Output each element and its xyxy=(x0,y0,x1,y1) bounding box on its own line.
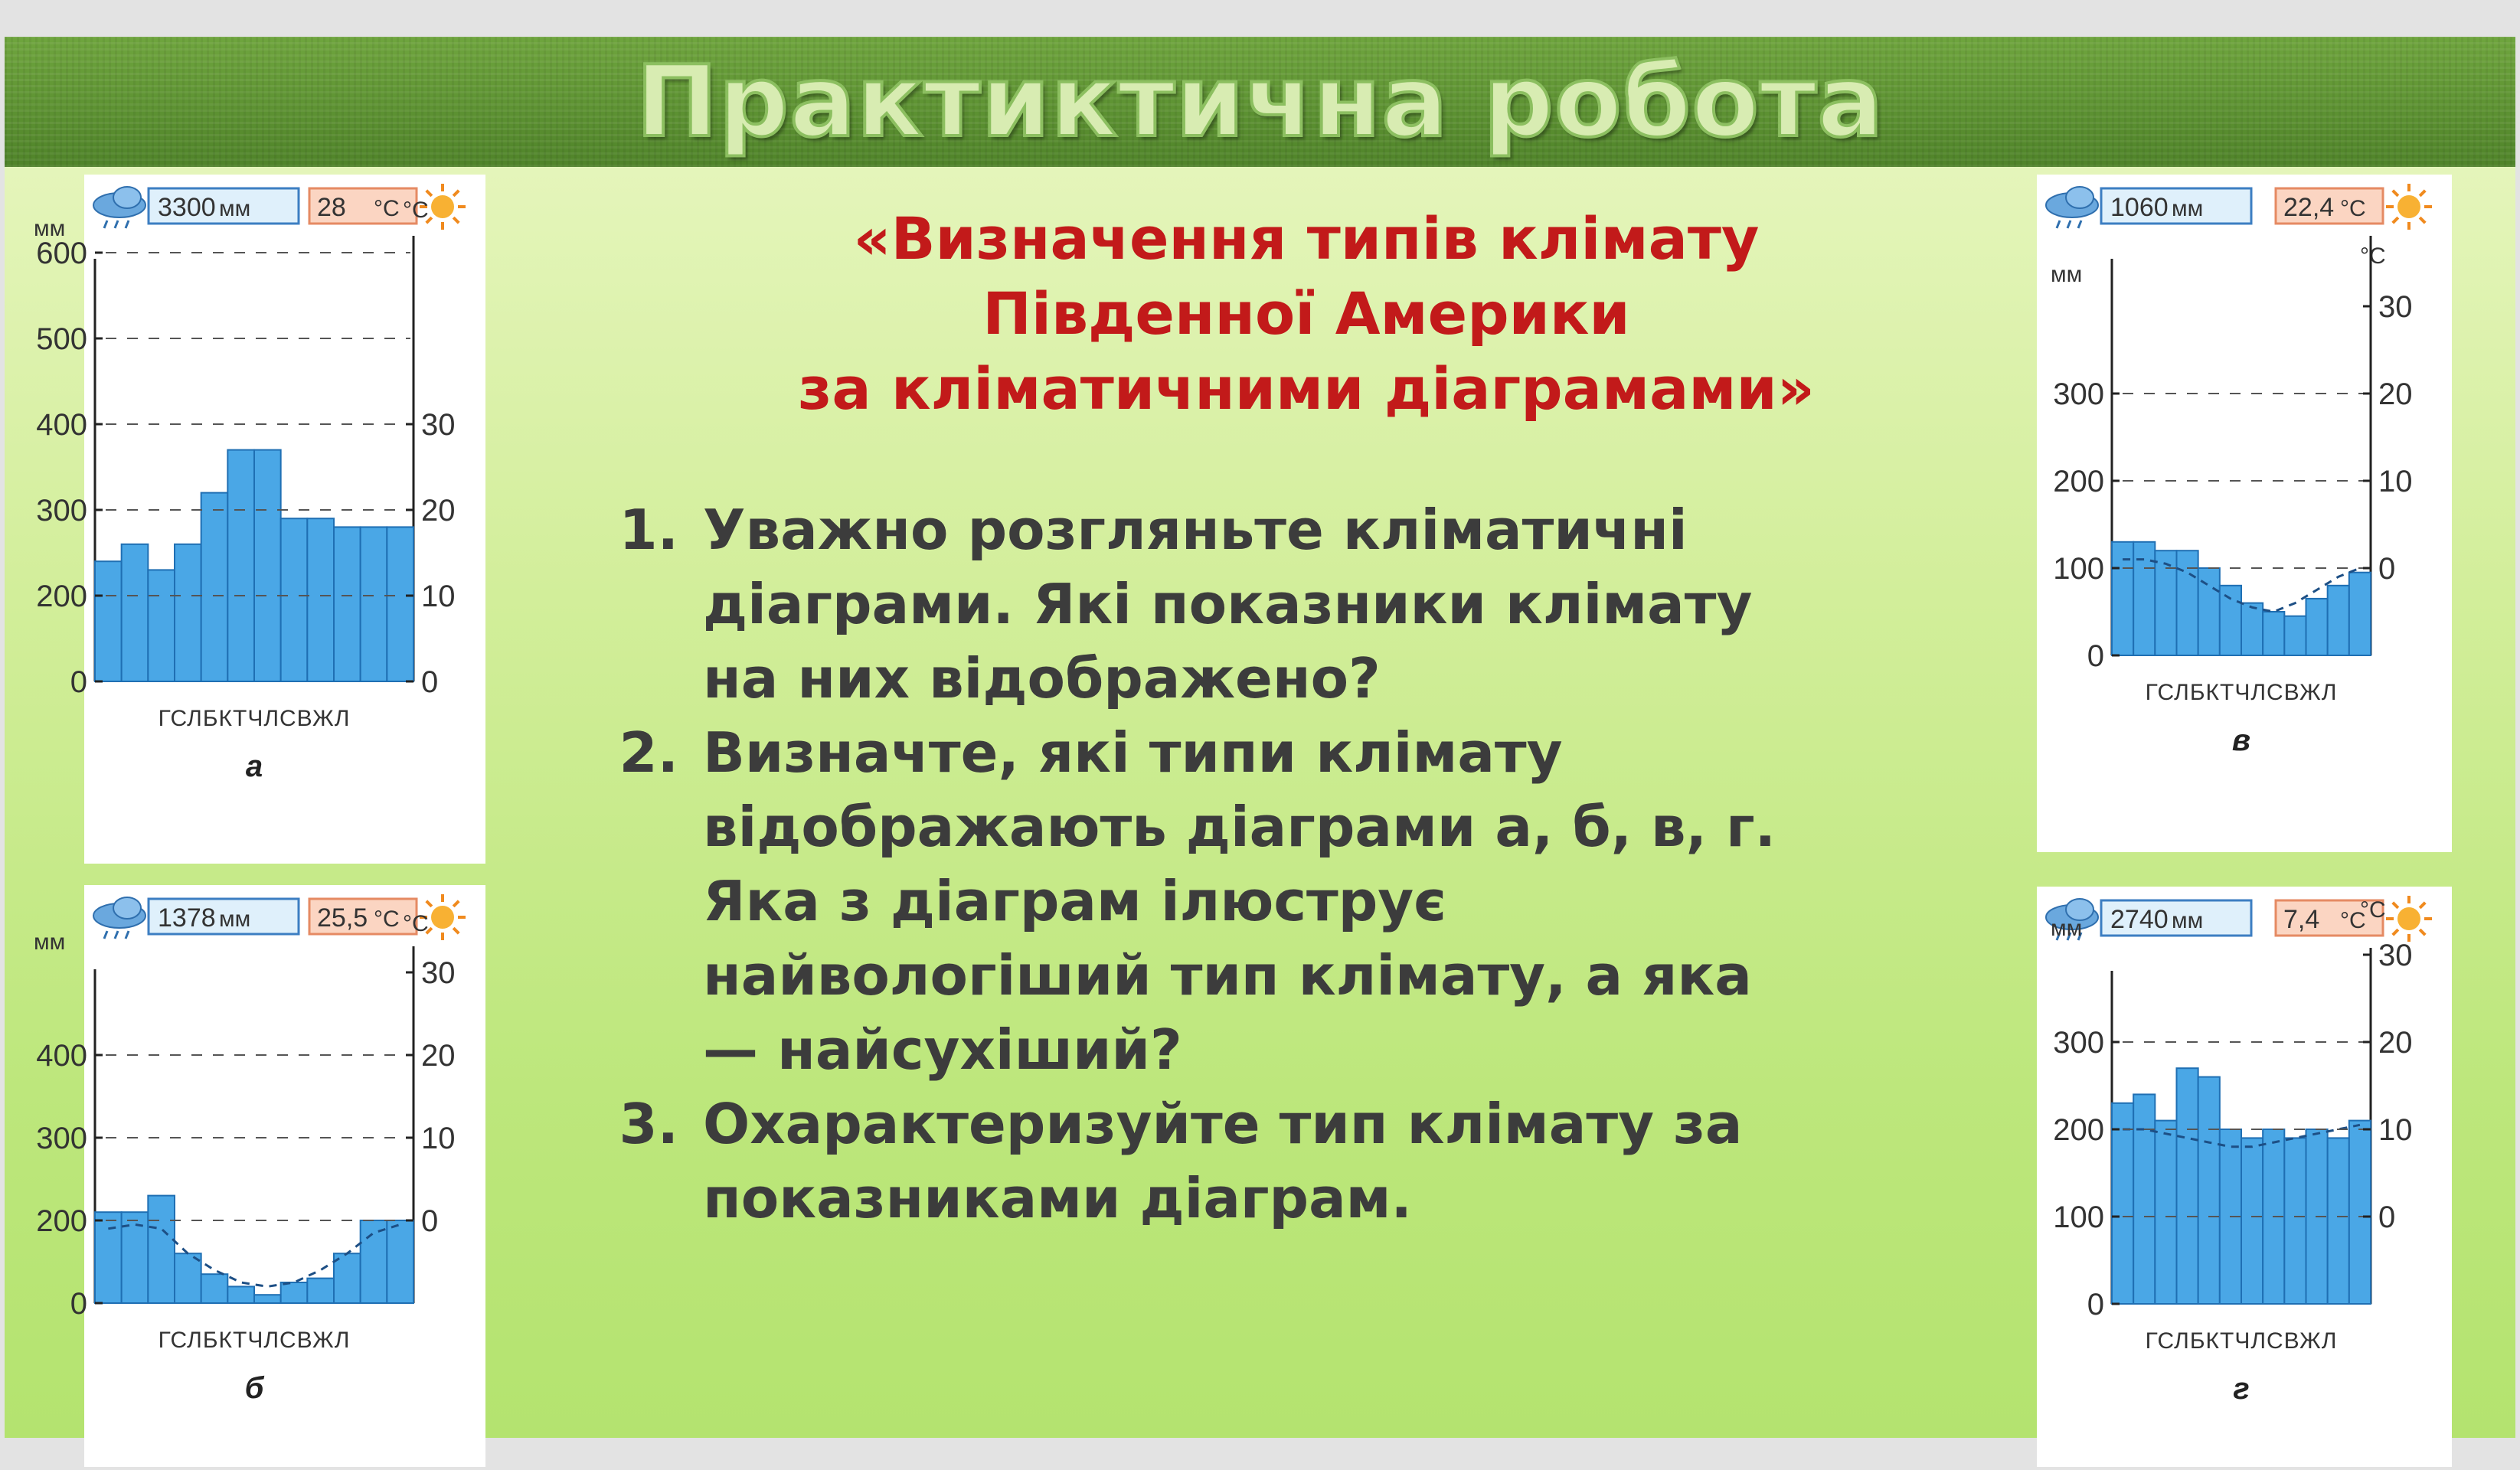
right-tick-label: 10 xyxy=(2378,1113,2413,1147)
task-item xyxy=(602,1087,1927,1236)
precipitation-bar xyxy=(2198,1077,2220,1304)
task-line: найвологіший тип клімату, а яка xyxy=(703,943,1752,1008)
precipitation-total: 3300 xyxy=(158,193,216,222)
precipitation-total: 1378 xyxy=(158,903,216,933)
left-tick-label: 0 xyxy=(70,665,87,699)
left-tick-label: 400 xyxy=(36,408,87,442)
left-axis-unit: мм xyxy=(2051,262,2083,287)
precipitation-bar xyxy=(2328,586,2349,655)
sun-disc xyxy=(2397,195,2420,218)
rain-drop xyxy=(104,220,107,228)
right-tick-label: 0 xyxy=(421,665,439,699)
task-number: 2. xyxy=(619,720,678,785)
task-item xyxy=(602,493,1927,716)
left-tick-label: 200 xyxy=(2053,465,2104,498)
precipitation-bar xyxy=(2306,599,2328,655)
task-line: — найсухіший? xyxy=(703,1018,1182,1082)
sun-ray xyxy=(2393,903,2398,908)
precipitation-bar xyxy=(387,1220,413,1303)
precipitation-bar xyxy=(2349,1121,2371,1304)
sun-ray xyxy=(453,191,459,196)
left-axis-unit: мм xyxy=(34,216,66,241)
right-tick-label: 10 xyxy=(421,580,456,613)
rain-drop xyxy=(2078,220,2081,228)
right-tick-label: 10 xyxy=(421,1122,456,1155)
right-tick-label: 20 xyxy=(2378,377,2413,411)
chart-letter: б xyxy=(244,1371,264,1405)
temperature-average: 7,4 xyxy=(2283,905,2320,934)
right-tick-label: 0 xyxy=(2378,552,2396,586)
precipitation-bar xyxy=(2241,603,2263,655)
sun-ray xyxy=(453,928,459,933)
task-line: діаграми. Які показники клімату xyxy=(703,572,1753,636)
right-axis-unit: °C xyxy=(403,198,429,223)
month-labels: ГСЛБКТЧЛСВЖЛ xyxy=(158,706,351,731)
precipitation-bar xyxy=(148,1196,175,1303)
chart-letter: в xyxy=(2231,724,2251,757)
precipitation-bar xyxy=(122,544,149,681)
sun-ray xyxy=(2420,929,2425,935)
precipitation-bar xyxy=(307,518,334,681)
right-tick-label: 30 xyxy=(2378,290,2413,324)
right-tick-label: 10 xyxy=(2378,465,2413,498)
sun-ray xyxy=(2420,903,2425,908)
precipitation-bar xyxy=(95,561,122,681)
temperature-average: 25,5 xyxy=(317,903,368,933)
rain-cloud-icon xyxy=(2046,187,2098,228)
sun-ray xyxy=(2420,191,2425,196)
precipitation-bar xyxy=(361,527,387,681)
precipitation-bar xyxy=(254,1295,281,1303)
right-axis-unit: °C xyxy=(2360,243,2386,269)
precipitation-bar xyxy=(2241,1138,2263,1304)
precipitation-bar xyxy=(361,1220,387,1303)
chart-header xyxy=(2046,184,2432,230)
precipitation-bar xyxy=(307,1279,334,1303)
precipitation-bar xyxy=(2263,612,2284,655)
precipitation-total: 2740 xyxy=(2110,905,2169,934)
cloud-shape xyxy=(113,897,141,919)
precipitation-bar xyxy=(2284,616,2306,655)
left-tick-label: 300 xyxy=(36,1122,87,1155)
sun-disc xyxy=(2397,907,2420,930)
left-tick-label: 300 xyxy=(2053,377,2104,411)
rain-drop xyxy=(126,931,129,939)
task-line: Визначте, які типи клімату xyxy=(703,720,1563,785)
precipitation-bar xyxy=(281,518,308,681)
rain-drop xyxy=(126,220,129,228)
precipitation-bar xyxy=(2284,1138,2306,1304)
rain-drop xyxy=(104,931,107,939)
right-tick-label: 20 xyxy=(2378,1026,2413,1060)
right-tick-label: 0 xyxy=(421,1204,439,1238)
precipitation-bar xyxy=(2133,1094,2155,1304)
task-item xyxy=(602,716,1927,1087)
precipitation-bar xyxy=(254,450,281,681)
right-axis-unit: °C xyxy=(2360,897,2386,923)
task-line: на них відображено? xyxy=(703,646,1381,710)
rain-drop xyxy=(115,931,118,939)
temperature-average: 28 xyxy=(317,193,346,222)
precipitation-bar xyxy=(334,1253,361,1303)
climate-chart-b xyxy=(34,885,485,1467)
left-tick-label: 300 xyxy=(36,494,87,528)
precipitation-bar xyxy=(2349,573,2371,655)
task-line: Уважно розгляньте кліматичні xyxy=(703,498,1688,562)
left-tick-label: 200 xyxy=(36,1204,87,1238)
title-banner xyxy=(5,37,2515,167)
rain-drop xyxy=(115,220,118,228)
cloud-shape xyxy=(2066,187,2093,208)
left-tick-label: 500 xyxy=(36,322,87,356)
month-labels: ГСЛБКТЧЛСВЖЛ xyxy=(2145,1328,2338,1354)
month-labels: ГСЛБКТЧЛСВЖЛ xyxy=(158,1328,351,1353)
left-tick-label: 0 xyxy=(2087,639,2104,673)
task-line: Яка з діаграм ілюструє xyxy=(703,869,1446,933)
sun-ray xyxy=(427,191,432,196)
task-line: показниками діаграм. xyxy=(703,1166,1412,1230)
subtitle-line: Південної Америки xyxy=(982,279,1630,348)
sun-icon xyxy=(2386,896,2432,942)
right-tick-label: 0 xyxy=(2378,1200,2396,1234)
temperature-unit: °C xyxy=(2340,908,2366,933)
precipitation-bar xyxy=(2155,1121,2176,1304)
precipitation-bar xyxy=(227,450,254,681)
climate-chart-g xyxy=(2037,887,2452,1467)
left-tick-label: 0 xyxy=(70,1287,87,1321)
sun-disc xyxy=(431,906,454,929)
left-tick-label: 400 xyxy=(36,1039,87,1073)
left-tick-label: 300 xyxy=(2053,1026,2104,1060)
right-tick-label: 30 xyxy=(421,956,456,990)
precipitation-bar xyxy=(2112,1103,2133,1304)
temperature-unit: °C xyxy=(374,906,400,932)
climate-chart-v xyxy=(2037,175,2452,852)
right-axis-unit: °C xyxy=(403,911,429,936)
left-tick-label: 200 xyxy=(2053,1113,2104,1147)
precipitation-total: 1060 xyxy=(2110,193,2169,222)
rain-drop xyxy=(2057,220,2060,228)
subtitle-line: за кліматичними діаграмами» xyxy=(798,354,1815,423)
sun-ray xyxy=(427,901,432,906)
left-tick-label: 100 xyxy=(2053,1200,2104,1234)
right-tick-label: 30 xyxy=(421,408,456,442)
precipitation-bar xyxy=(2177,550,2198,655)
task-line: відображають діаграми а, б, в, г. xyxy=(703,795,1776,859)
precipitation-bar xyxy=(227,1286,254,1303)
month-labels: ГСЛБКТЧЛСВЖЛ xyxy=(2145,680,2338,705)
slide xyxy=(5,37,2515,1438)
sun-ray xyxy=(453,901,459,906)
sun-icon xyxy=(2386,184,2432,230)
left-tick-label: 0 xyxy=(2087,1288,2104,1321)
sun-ray xyxy=(2393,191,2398,196)
chart-letter: г xyxy=(2233,1372,2250,1406)
task-line: Охарактеризуйте тип клімату за xyxy=(703,1092,1743,1156)
precipitation-bar xyxy=(175,1253,201,1303)
precipitation-bar xyxy=(334,527,361,681)
sun-disc xyxy=(431,195,454,218)
temperature-unit: °C xyxy=(374,196,400,221)
left-tick-label: 600 xyxy=(36,237,87,270)
precipitation-bar xyxy=(281,1282,308,1303)
precipitation-bar xyxy=(2155,550,2176,655)
precipitation-bar xyxy=(2177,1068,2198,1304)
slide-title: Практиктична робота xyxy=(636,44,1884,159)
precipitation-bar xyxy=(387,527,413,681)
temperature-unit: °C xyxy=(2340,196,2366,221)
rain-cloud-icon xyxy=(93,897,145,939)
chart-letter: а xyxy=(245,750,263,783)
precipitation-bar xyxy=(95,1212,122,1303)
precipitation-unit: мм xyxy=(2172,196,2204,221)
task-list xyxy=(602,493,1927,1236)
precipitation-bar xyxy=(2220,586,2241,655)
sun-ray xyxy=(2393,217,2398,223)
precipitation-unit: мм xyxy=(219,906,251,932)
task-number: 3. xyxy=(619,1092,678,1156)
rain-drop xyxy=(2067,220,2071,228)
sun-ray xyxy=(453,217,459,223)
right-tick-label: 20 xyxy=(421,1039,456,1073)
right-tick-label: 20 xyxy=(421,494,456,528)
precipitation-unit: мм xyxy=(2172,908,2204,933)
task-number: 1. xyxy=(619,498,678,562)
sun-ray xyxy=(2393,929,2398,935)
sun-ray xyxy=(2420,217,2425,223)
left-tick-label: 200 xyxy=(36,580,87,613)
left-axis-unit: мм xyxy=(34,929,66,955)
precipitation-bar xyxy=(148,570,175,681)
subtitle-line: «Визначення типів клімату xyxy=(853,204,1760,273)
precipitation-bar xyxy=(201,1274,228,1303)
subtitle xyxy=(617,201,1995,426)
cloud-shape xyxy=(113,187,141,208)
precipitation-unit: мм xyxy=(219,196,251,221)
left-axis-unit: мм xyxy=(2051,916,2083,941)
precipitation-bar xyxy=(201,493,228,681)
temperature-average: 22,4 xyxy=(2283,193,2335,222)
precipitation-bar xyxy=(2328,1138,2349,1304)
rain-cloud-icon xyxy=(93,187,145,228)
precipitation-bar xyxy=(175,544,201,681)
right-tick-label: 30 xyxy=(2378,939,2413,972)
climate-chart-a xyxy=(34,175,485,864)
left-tick-label: 100 xyxy=(2053,552,2104,586)
